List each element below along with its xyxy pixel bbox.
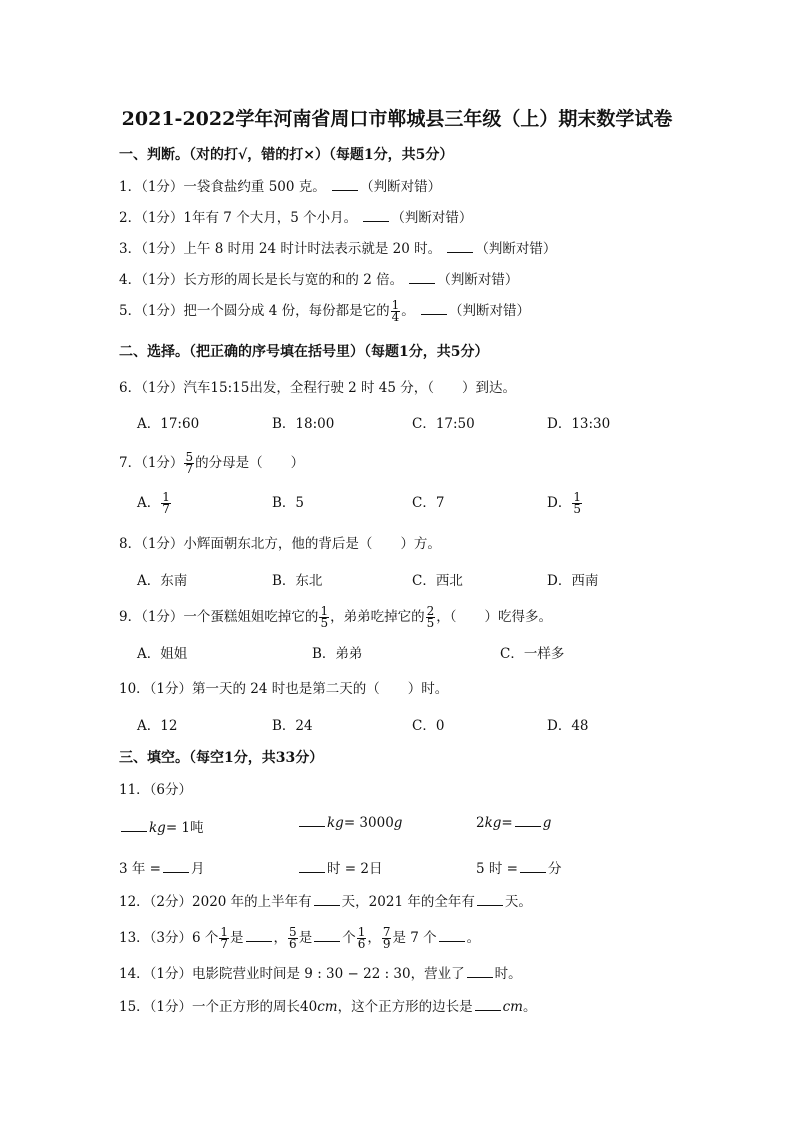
option-d[interactable]: D．13:30 [547,416,611,432]
q11-item-f: 5 时 = 分 [476,861,562,877]
option-d[interactable]: D． $\frac{1}{5}$ [547,490,581,516]
answer-blank[interactable] [467,964,493,978]
option-a[interactable]: A．17:60 [137,416,200,432]
fraction: $\frac{5}{7}$ [185,450,194,476]
question-7: 7．（1分） $\frac{5}{7}$ 的分母是（ ） [119,450,305,476]
answer-blank[interactable] [163,859,189,873]
answer-blank[interactable] [439,928,465,942]
question-1: 1．（1分）一袋食盐约重 500 克。 （判断对错） [119,179,442,195]
option-c[interactable]: C．0 [412,718,445,734]
answer-blank[interactable] [299,859,325,873]
option-c[interactable]: C．7 [412,495,445,511]
answer-blank[interactable] [520,859,546,873]
option-d[interactable]: D．48 [547,718,589,734]
fraction: $\frac{1}{4}$ [391,298,400,324]
answer-blank[interactable] [314,928,340,942]
option-a[interactable]: A． $\frac{1}{7}$ [137,490,170,516]
option-a[interactable]: A．12 [137,718,178,734]
section-heading-judge: 一、判断。（对的打√，错的打×）（每题1分，共5分） [119,147,454,163]
question-13: 13．（3分）6 个 $\frac{1}{7}$ 是 ， $\frac{5}{6}$ 是 个 $\frac{1}{6}$ ， $\frac{7}{9}$ 是 7 个 。 [119,925,481,951]
option-c[interactable]: C．西北 [412,573,463,589]
question-3: 3．（1分）上午 8 时用 24 时计时法表示就是 20 时。 （判断对错） [119,241,557,257]
option-b[interactable]: B．24 [272,718,313,734]
answer-blank[interactable] [121,818,147,832]
page-title: 2021-2022学年河南省周口市郸城县三年级（上）期末数学试卷 [121,108,673,130]
answer-blank[interactable] [299,813,325,827]
q11-item-b: kg= 3000g [297,813,402,832]
question-5: 5．（1分）把一个圆分成 4 份，每份都是它的 $\frac{1}{4}$ 。 （判断对错） [119,298,531,324]
question-8: 8．（1分）小辉面朝东北方，他的背后是（ ）方。 [119,536,441,552]
option-a[interactable]: A．姐姐 [137,646,188,662]
question-2: 2．（1分）1年有 7 个大月，5 个小月。 （判断对错） [119,210,473,226]
option-b[interactable]: B．5 [272,495,305,511]
option-b[interactable]: B．弟弟 [312,646,363,662]
question-4: 4．（1分）长方形的周长是长与宽的和的 2 倍。 （判断对错） [119,272,519,288]
q11-item-e: 时 = 2日 [297,859,382,878]
section-heading-fill: 三、填空。（每空1分，共33分） [119,750,324,766]
option-d[interactable]: D．西南 [547,573,599,589]
answer-blank[interactable] [246,928,272,942]
question-9: 9．（1分）一个蛋糕姐姐吃掉它的 $\frac{1}{5}$ ，弟弟吃掉它的 $\frac{2}{5}$ ，（ ）吃得多。 [119,604,552,630]
answer-blank[interactable] [363,208,389,222]
option-c[interactable]: C．17:50 [412,416,475,432]
answer-blank[interactable] [409,270,435,284]
answer-blank[interactable] [475,997,501,1011]
option-b[interactable]: B．18:00 [272,416,335,432]
question-10: 10．（1分）第一天的 24 时也是第二天的（ ）时。 [119,681,449,697]
answer-blank[interactable] [477,892,503,906]
option-c[interactable]: C．一样多 [500,646,565,662]
question-6: 6．（1分）汽车15:15出发，全程行驶 2 时 45 分，（ ）到达。 [119,380,517,396]
answer-blank[interactable] [332,177,358,191]
question-14: 14．（1分）电影院营业时间是 9 : 30 − 22 : 30，营业了 时。 [119,966,522,982]
question-15: 15．（1分）一个正方形的周长40cm，这个正方形的边长是 cm。 [119,999,537,1015]
question-11: 11．（6分） [119,782,193,798]
option-b[interactable]: B．东北 [272,573,323,589]
answer-blank[interactable] [447,239,473,253]
option-a[interactable]: A．东南 [137,573,188,589]
question-12: 12．（2分）2020 年的上半年有 天，2021 年的全年有 天。 [119,894,532,910]
q11-item-c: 2kg= g [476,815,552,831]
q11-item-a: kg= 1吨 [119,818,204,837]
answer-blank[interactable] [421,301,447,315]
answer-blank[interactable] [515,813,541,827]
section-heading-choice: 二、选择。（把正确的序号填在括号里）（每题1分，共5分） [119,344,489,360]
answer-blank[interactable] [314,892,340,906]
q11-item-d: 3 年 = 月 [119,861,205,877]
